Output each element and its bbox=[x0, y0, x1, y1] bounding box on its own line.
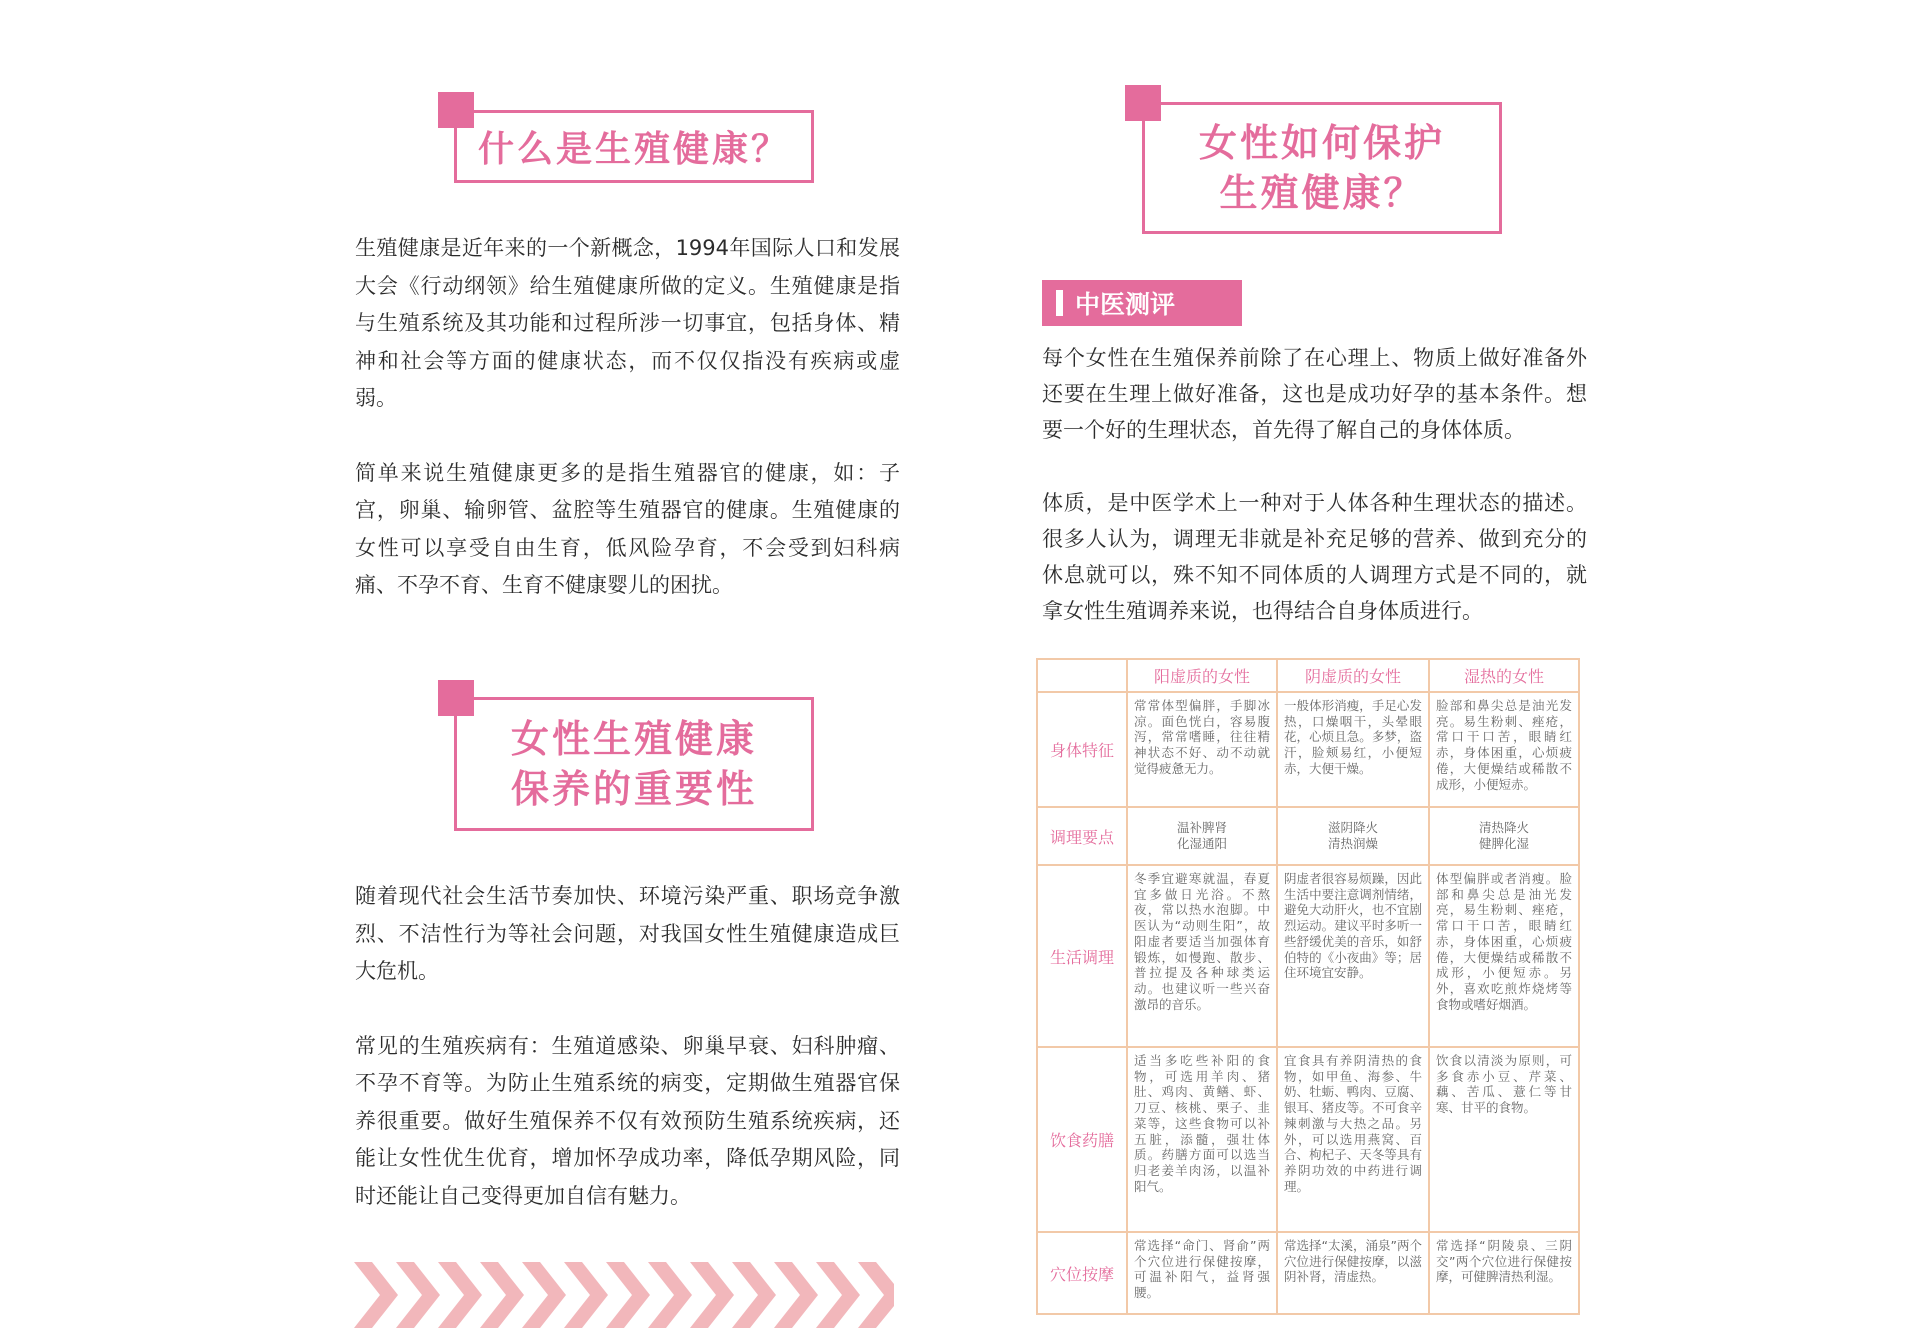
row-label: 调理要点 bbox=[1037, 807, 1127, 865]
chevron-icon bbox=[690, 1262, 734, 1328]
section-tag bbox=[1042, 280, 1242, 326]
table-cell: 滋阴降火 清热润燥 bbox=[1277, 807, 1429, 865]
section1-body bbox=[355, 230, 900, 605]
paragraph: 每个女性在生殖保养前除了在心理上、物质上做好准备外还要在生理上做好准备，这也是成功好孕的基本条件。想要一个好的生理状态，首先得了解自己的身体体质。 bbox=[1042, 346, 1587, 442]
table-cell: 体型偏胖或者消瘦。脸部和鼻尖总是油光发亮，易生粉刺、痤疮，常口干口苦，眼睛红赤，身体困重，心烦疲倦，大便燥结或稀散不成形，小便短赤。另外，喜欢吃煎炸烧烤等食物或嗜好烟酒。 bbox=[1429, 865, 1579, 1047]
chevron-icon bbox=[438, 1262, 482, 1328]
tcm-constitution-table bbox=[1036, 658, 1580, 1315]
table-cell: 常选择“阴陵泉、三阴交”两个穴位进行保健按摩，可健脾清热利湿。 bbox=[1429, 1232, 1579, 1314]
table-cell: 脸部和鼻尖总是油光发亮。易生粉刺、痤疮，常口干口苦，眼睛红赤，身体困重，心烦疲倦，大便燥结或稀散不成形，小便短赤。 bbox=[1429, 692, 1579, 807]
section-title-line: 女性如何保护 bbox=[1198, 121, 1445, 165]
table-cell: 常选择“命门、肾俞”两个穴位进行保健按摩，可温补阳气，益肾强腰。 bbox=[1127, 1232, 1277, 1314]
row-label: 身体特征 bbox=[1037, 692, 1127, 807]
chevron-icon bbox=[648, 1262, 692, 1328]
chevron-arrows-decoration bbox=[354, 1262, 894, 1328]
tag-bar-icon bbox=[1056, 290, 1063, 316]
section-tag-label: 中医测评 bbox=[1075, 290, 1176, 319]
table-cell: 常常体型偏胖，手脚冰凉。面色恍白，容易腹泻，常常嗜睡，往往精神状态不好、动不动就觉得疲惫无力。 bbox=[1127, 692, 1277, 807]
paragraph: 随着现代社会生活节奏加快、环境污染严重、职场竞争激烈、不洁性行为等社会问题，对我国女性生殖健康造成巨大危机。 bbox=[355, 884, 900, 983]
section-title-line: 女性生殖健康 bbox=[510, 717, 757, 761]
table-header: 湿热的女性 bbox=[1429, 659, 1579, 692]
table-cell: 阴虚者很容易烦躁，因此生活中要注意调剂情绪，避免大动肝火，也不宜剧烈运动。建议平时多听一些舒缓优美的音乐，如舒伯特的《小夜曲》等；居住环境宜安静。 bbox=[1277, 865, 1429, 1047]
chevron-icon bbox=[858, 1262, 894, 1328]
chevron-icon bbox=[396, 1262, 440, 1328]
table-cell: 适当多吃些补阳的食物，可选用羊肉、猪肚、鸡肉、黄鳝、虾、刀豆、核桃、栗子、韭菜等，这些食物可以补五脏，添髓，强壮体质。药膳方面可以选当归老姜羊肉汤，以温补阳气。 bbox=[1127, 1047, 1277, 1232]
table-row bbox=[1037, 692, 1579, 807]
table-row bbox=[1037, 807, 1579, 865]
paragraph: 生殖健康是近年来的一个新概念，1994年国际人口和发展大会《行动纲领》给生殖健康所做的定义。生殖健康是指与生殖系统及其功能和过程所涉一切事宜，包括身体、精神和社会等方面的健康状态，而不仅仅指没有疾病或虚弱。 bbox=[355, 236, 900, 410]
chevron-icon bbox=[732, 1262, 776, 1328]
section2-body bbox=[355, 878, 900, 1215]
section-title-box bbox=[454, 110, 814, 183]
row-label: 饮食药膳 bbox=[1037, 1047, 1127, 1232]
table-header-row bbox=[1037, 659, 1579, 692]
table-row bbox=[1037, 1047, 1579, 1232]
chevron-icon bbox=[480, 1262, 524, 1328]
table-header: 阳虚质的女性 bbox=[1127, 659, 1277, 692]
section-title-line: 保养的重要性 bbox=[510, 767, 757, 811]
section-title: 什么是生殖健康？ bbox=[477, 129, 790, 170]
table-cell: 清热降火 健脾化湿 bbox=[1429, 807, 1579, 865]
table-cell: 常选择“太溪，涌泉”两个穴位进行保健按摩，以滋阴补肾，清虚热。 bbox=[1277, 1232, 1429, 1314]
table-header bbox=[1037, 659, 1127, 692]
row-label: 生活调理 bbox=[1037, 865, 1127, 1047]
chevron-icon bbox=[354, 1262, 398, 1328]
table-cell: 饮食以清淡为原则，可多食赤小豆、芹菜、藕、苦瓜、薏仁等甘寒、甘平的食物。 bbox=[1429, 1047, 1579, 1232]
chevron-icon bbox=[606, 1262, 650, 1328]
table-cell: 宜食具有养阴清热的食物，如甲鱼、海参、牛奶、牡蛎、鸭肉、豆腐、银耳、猪皮等。不可食辛辣刺激与大热之品。另外，可以选用燕窝、百合、枸杞子、天冬等具有养阴功效的中药进行调理。 bbox=[1277, 1047, 1429, 1232]
section-title-line: 生殖健康？ bbox=[1219, 171, 1425, 215]
row-label: 穴位按摩 bbox=[1037, 1232, 1127, 1314]
table-header: 阴虚质的女性 bbox=[1277, 659, 1429, 692]
section-title-box bbox=[454, 697, 814, 831]
chevron-icon bbox=[522, 1262, 566, 1328]
right-body-1 bbox=[1042, 340, 1587, 448]
section-title-box bbox=[1142, 102, 1502, 234]
table-cell: 冬季宜避寒就温，春夏宜多做日光浴。不熬夜，常以热水泡脚。中医认为“动则生阳”，故阳虚者要适当加强体育锻炼，如慢跑、散步、普拉提及各种球类运动。也建议听一些兴奋激昂的音乐。 bbox=[1127, 865, 1277, 1047]
paragraph: 常见的生殖疾病有：生殖道感染、卵巢早衰、妇科肿瘤、不孕不育等。为防止生殖系统的病变，定期做生殖器官保养很重要。做好生殖保养不仅有效预防生殖系统疾病，还能让女性优生优育，增加怀孕成功率，降低孕期风险，同时还能让自己变得更加自信有魅力。 bbox=[355, 1033, 900, 1208]
paragraph: 简单来说生殖健康更多的是指生殖器官的健康，如：子宫，卵巢、输卵管、盆腔等生殖器官的健康。生殖健康的女性可以享受自由生育，低风险孕育，不会受到妇科病痛、不孕不育、生育不健康婴儿的困扰。 bbox=[355, 460, 900, 597]
right-body-2 bbox=[1042, 485, 1587, 629]
paragraph: 体质，是中医学术上一种对于人体各种生理状态的描述。很多人认为，调理无非就是补充足够的营养、做到充分的休息就可以，殊不知不同体质的人调理方式是不同的，就拿女性生殖调养来说，也得结合自身体质进行。 bbox=[1042, 491, 1587, 623]
chevron-icon bbox=[564, 1262, 608, 1328]
table-cell: 一般体形消瘦，手足心发热，口燥咽干，头晕眼花，心烦且急。多梦，盗汗，脸颊易红，小便短赤，大便干燥。 bbox=[1277, 692, 1429, 807]
chevron-icon bbox=[774, 1262, 818, 1328]
table-row bbox=[1037, 1232, 1579, 1314]
chevron-icon bbox=[816, 1262, 860, 1328]
table-row bbox=[1037, 865, 1579, 1047]
table-cell: 温补脾肾 化湿通阳 bbox=[1127, 807, 1277, 865]
